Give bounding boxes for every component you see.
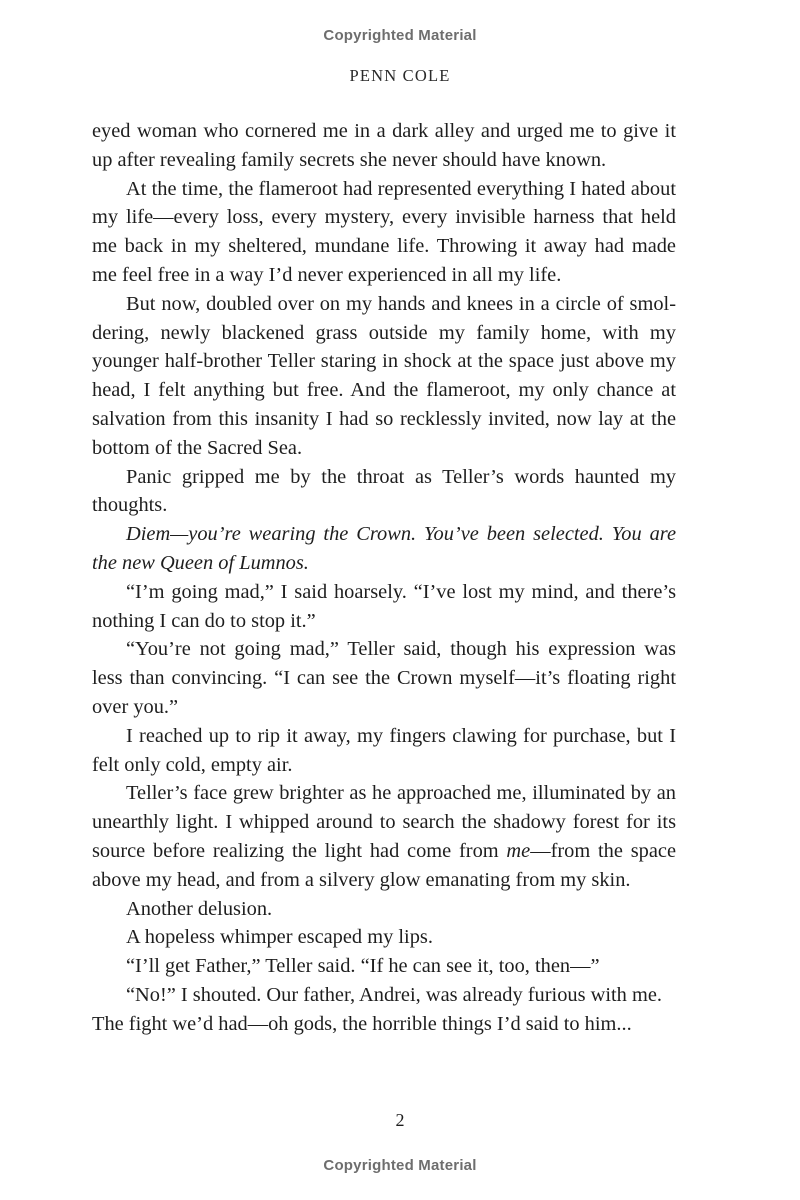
paragraph-1: eyed woman who cornered me in a dark alley and urged me to give it up after revealing family secrets she never should have known. [92,120,676,171]
running-head-author: PENN COLE [349,66,451,85]
paragraph-2: At the time, the flameroot had represented everything I hated about my life—every loss, every mystery, every invisible harness that held me back in my sheltered, mundane life. Throwing it away had made me feel free in a way I’d never experienced in all my life. [92,177,676,286]
paragraph-6: “I’m going mad,” I said hoarsely. “I’ve lost my mind, and there’s nothing I can do to stop it.” [92,580,676,632]
paragraph-9-emphasis: me [506,839,531,862]
paragraph-9 [92,779,676,894]
paragraph-11: A hopeless whimper escaped my lips. [126,926,433,949]
paragraph-5-italic [92,520,676,578]
paragraph-12: “I’ll get Father,” Teller said. “If he can see it, too, then—” [126,955,600,978]
paragraph-10: Another delusion. [126,897,273,920]
paragraph-13: “No!” I shouted. Our father, Andrei, was already furious with me. The fight we’d had—oh gods, the horrible things I’d said to him... [92,983,662,1035]
body-text [92,117,676,1039]
paragraph-4: Panic gripped me by the throat as Teller’s words haunted my thoughts. [92,465,676,517]
page-number: 2 [395,1110,405,1130]
paragraph-8: I reached up to rip it away, my fingers clawing for purchase, but I felt only cold, empty air. [92,724,676,776]
paragraph-9-before: Teller’s face grew brighter as he approached me, illuminated by an unearthly light. I whipped around to search the shadowy forest for its source before realizing the light had come from [92,782,676,862]
paragraph-7: “You’re not going mad,” Teller said, though his expression was less than convincing. “I can see the Crown myself—it’s floating right over you.” [92,638,676,718]
copyright-watermark-top: Copyrighted Material [323,27,477,44]
copyright-watermark-bottom: Copyrighted Material [323,1157,477,1174]
italic-thought: Diem—you’re wearing the Crown. You’ve been selected. You are the new Queen of Lumnos. [92,523,676,574]
paragraph-3: But now, doubled over on my hands and knees in a circle of smol-dering, newly blackened grass outside my family home, with my younger half-brother Teller staring in shock at the space just above my head, I felt anything but free. And the flameroot, my only chance at salvation from this insanity I had so recklessly invited, now lay at the bottom of the Sacred Sea. [92,292,676,459]
paragraph-9-after: —from the space above my head, and from a silvery glow emanating from my skin. [92,839,676,891]
